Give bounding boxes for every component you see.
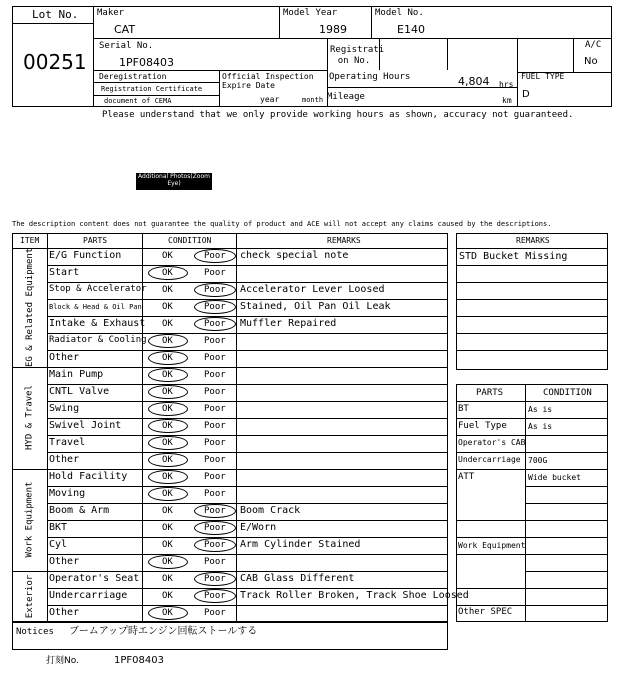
group-label: HYD & Travel xyxy=(24,384,35,451)
side-remarks-header: REMARKS xyxy=(516,236,550,245)
part-name: Swing xyxy=(49,403,80,414)
group-label: Exterior xyxy=(24,574,35,618)
operating-hours-label: Operating Hours xyxy=(329,72,411,82)
table-row xyxy=(47,299,448,316)
table-row xyxy=(47,486,448,503)
ok-option: OK xyxy=(162,608,173,618)
poor-option: Poor xyxy=(204,574,226,584)
part-name: Other xyxy=(49,352,80,363)
remark-text: E/Worn xyxy=(240,522,277,533)
part-name: Other xyxy=(49,454,80,465)
right-part-condition: Wide bucket xyxy=(528,473,581,482)
remark-text: Arm Cylinder Stained xyxy=(240,539,361,550)
ok-option: OK xyxy=(162,404,173,414)
right-part-name: Operator's CAB xyxy=(458,438,526,447)
stamp-number: 1PF08403 xyxy=(114,655,164,666)
fuel-type-value: D xyxy=(522,89,530,100)
poor-option: Poor xyxy=(204,285,226,295)
lot-label: Lot No. xyxy=(32,8,79,21)
table-row xyxy=(47,282,448,299)
poor-option: Poor xyxy=(204,319,226,329)
part-name: Operator's Seat xyxy=(49,573,140,584)
model-no-label: Model No. xyxy=(375,8,424,18)
table-row xyxy=(47,401,448,418)
poor-selected-mark xyxy=(194,283,236,297)
part-name: Stop & Accelerator xyxy=(49,284,147,294)
mileage-label: Mileage xyxy=(327,92,365,102)
fuel-type-label: FUEL TYPE xyxy=(521,72,565,81)
poor-option: Poor xyxy=(204,540,226,550)
lot-number: 00251 xyxy=(23,50,87,74)
poor-option: Poor xyxy=(204,438,226,448)
table-row xyxy=(47,537,448,554)
poor-option: Poor xyxy=(204,591,226,601)
ok-option: OK xyxy=(162,285,173,295)
table-row xyxy=(47,503,448,520)
remark-text: check special note xyxy=(240,250,349,261)
deregistration-label: Deregistration xyxy=(99,72,167,81)
model-no-value: E140 xyxy=(397,23,425,36)
ac-label: A/C xyxy=(585,40,602,50)
year-label: year xyxy=(260,95,280,104)
table-row xyxy=(47,333,448,350)
ok-option: OK xyxy=(162,319,173,329)
registration-label: Registrati on No. xyxy=(330,45,385,66)
ok-selected-mark xyxy=(148,419,188,433)
ok-option: OK xyxy=(162,370,173,380)
right-part-condition: 700G xyxy=(528,456,548,465)
poor-option: Poor xyxy=(204,523,226,533)
right-part-condition: As is xyxy=(528,405,553,414)
right-part-name: Fuel Type xyxy=(458,421,507,431)
poor-selected-mark xyxy=(194,317,236,331)
table-row xyxy=(47,265,448,282)
part-name: Travel xyxy=(49,437,86,448)
right-part-name: ATT xyxy=(458,472,475,482)
table-row xyxy=(47,588,469,605)
parts-header: PARTS xyxy=(83,236,108,245)
maker-label: Maker xyxy=(97,8,125,18)
ok-selected-mark xyxy=(148,453,188,467)
group-label: EG & Related Equipment xyxy=(24,247,35,367)
part-name: Radiator & Cooling xyxy=(49,335,147,345)
ok-option: OK xyxy=(162,353,173,363)
ok-option: OK xyxy=(162,336,173,346)
month-label: month xyxy=(302,96,324,104)
work-equipment-label: Work Equipment xyxy=(458,541,526,550)
part-name: Undercarriage xyxy=(49,590,128,601)
ok-option: OK xyxy=(162,302,173,312)
serial-value: 1PF08403 xyxy=(119,56,174,69)
ok-option: OK xyxy=(162,387,173,397)
ok-option: OK xyxy=(162,523,173,533)
ok-selected-mark xyxy=(148,555,188,569)
table-row xyxy=(47,469,448,486)
poor-selected-mark xyxy=(194,300,236,314)
table-row xyxy=(47,435,448,452)
poor-option: Poor xyxy=(204,608,226,618)
ok-option: OK xyxy=(162,455,173,465)
poor-selected-mark xyxy=(194,504,236,518)
part-name: Start xyxy=(49,267,80,278)
part-name: Intake & Exhaust xyxy=(49,318,146,329)
table-row xyxy=(47,520,448,537)
model-year-value: 1989 xyxy=(319,23,347,36)
table-row xyxy=(47,418,448,435)
ok-option: OK xyxy=(162,506,173,516)
ok-option: OK xyxy=(162,489,173,499)
poor-option: Poor xyxy=(204,370,226,380)
poor-selected-mark xyxy=(194,249,236,263)
poor-option: Poor xyxy=(204,472,226,482)
poor-option: Poor xyxy=(204,506,226,516)
ok-selected-mark xyxy=(148,470,188,484)
part-name: CNTL Valve xyxy=(49,386,110,397)
poor-option: Poor xyxy=(204,421,226,431)
ok-option: OK xyxy=(162,591,173,601)
poor-option: Poor xyxy=(204,404,226,414)
poor-option: Poor xyxy=(204,489,226,499)
poor-selected-mark xyxy=(194,589,236,603)
part-name: BKT xyxy=(49,522,68,533)
table-row xyxy=(47,367,448,384)
part-name: Block & Head & Oil Pan xyxy=(49,303,142,311)
condition-header: CONDITION xyxy=(168,236,212,245)
right-parts-header: PARTS xyxy=(476,388,504,398)
right-condition-header: CONDITION xyxy=(543,388,592,398)
remark-text: Track Roller Broken, Track Shoe Loosed xyxy=(240,590,469,601)
ok-selected-mark xyxy=(148,436,188,450)
poor-option: Poor xyxy=(204,557,226,567)
part-name: Main Pump xyxy=(49,369,104,380)
disclaimer-text: The description content does not guarantee the quality of product and ACE will not accept any claims caused by the descriptions. xyxy=(12,220,552,228)
table-row xyxy=(47,316,448,333)
table-row xyxy=(47,248,448,265)
ok-option: OK xyxy=(162,557,173,567)
serial-label: Serial No. xyxy=(99,41,154,51)
item-header: ITEM xyxy=(20,236,40,245)
poor-option: Poor xyxy=(204,387,226,397)
part-name: Other xyxy=(49,556,80,567)
cema-document-label: document of CEMA xyxy=(104,97,172,105)
additional-photos-button[interactable]: Additional Photos(Zoom Eye) xyxy=(136,173,212,190)
ok-selected-mark xyxy=(148,402,188,416)
right-part-condition: As is xyxy=(528,422,553,431)
ok-option: OK xyxy=(162,574,173,584)
hours-accuracy-note: Please understand that we only provide working hours as shown, accuracy not guaranteed. xyxy=(102,110,574,120)
inspection-expire-label: Official Inspection Expire Date xyxy=(222,72,314,90)
ok-option: OK xyxy=(162,438,173,448)
hrs-label: hrs xyxy=(499,80,514,89)
right-part-name: Undercarriage xyxy=(458,455,521,464)
ok-selected-mark xyxy=(148,385,188,399)
operating-hours-value: 4,804 xyxy=(458,75,490,88)
ok-option: OK xyxy=(162,540,173,550)
ok-option: OK xyxy=(162,251,173,261)
group-label: Work Equipment xyxy=(24,481,35,558)
poor-option: Poor xyxy=(204,268,226,278)
notices-label: Notices xyxy=(16,627,54,637)
part-name: Hold Facility xyxy=(49,471,128,482)
part-name: E/G Function xyxy=(49,250,122,261)
part-name: Cyl xyxy=(49,539,68,550)
table-row xyxy=(47,452,448,469)
table-row xyxy=(47,350,448,367)
ac-value: No xyxy=(584,56,598,67)
other-spec-label: Other SPEC xyxy=(458,607,513,617)
stamp-label: 打刻No. xyxy=(46,656,79,666)
ok-option: OK xyxy=(162,268,173,278)
part-name: Boom & Arm xyxy=(49,505,110,516)
right-part-name: BT xyxy=(458,404,469,414)
poor-option: Poor xyxy=(204,336,226,346)
ok-selected-mark xyxy=(148,487,188,501)
remark-text: CAB Glass Different xyxy=(240,573,355,584)
remark-text: Boom Crack xyxy=(240,505,301,516)
poor-option: Poor xyxy=(204,302,226,312)
ok-option: OK xyxy=(162,472,173,482)
notices-text: ブームアップ時エンジン回転ストールする xyxy=(69,626,258,637)
remarks-header: REMARKS xyxy=(327,236,361,245)
remark-text: Accelerator Lever Loosed xyxy=(240,284,385,295)
side-remark-text: STD Bucket Missing xyxy=(459,251,568,262)
poor-option: Poor xyxy=(204,353,226,363)
table-row xyxy=(47,384,448,401)
table-row xyxy=(47,605,448,622)
maker-value: CAT xyxy=(114,23,136,36)
model-year-label: Model Year xyxy=(283,8,338,18)
remark-text: Stained, Oil Pan Oil Leak xyxy=(240,301,391,312)
ok-option: OK xyxy=(162,421,173,431)
poor-selected-mark xyxy=(194,538,236,552)
ok-selected-mark xyxy=(148,334,188,348)
part-name: Moving xyxy=(49,488,86,499)
ok-selected-mark xyxy=(148,606,188,620)
table-row xyxy=(47,571,448,588)
poor-option: Poor xyxy=(204,455,226,465)
ok-selected-mark xyxy=(148,368,188,382)
poor-selected-mark xyxy=(194,521,236,535)
poor-option: Poor xyxy=(204,251,226,261)
part-name: Other xyxy=(49,607,80,618)
registration-certificate-label: Registration Certificate xyxy=(101,85,203,93)
part-name: Swivel Joint xyxy=(49,420,122,431)
poor-selected-mark xyxy=(194,572,236,586)
table-row xyxy=(47,554,448,571)
remark-text: Muffler Repaired xyxy=(240,318,337,329)
ok-selected-mark xyxy=(148,351,188,365)
km-label: km xyxy=(502,96,512,105)
ok-selected-mark xyxy=(148,266,188,280)
